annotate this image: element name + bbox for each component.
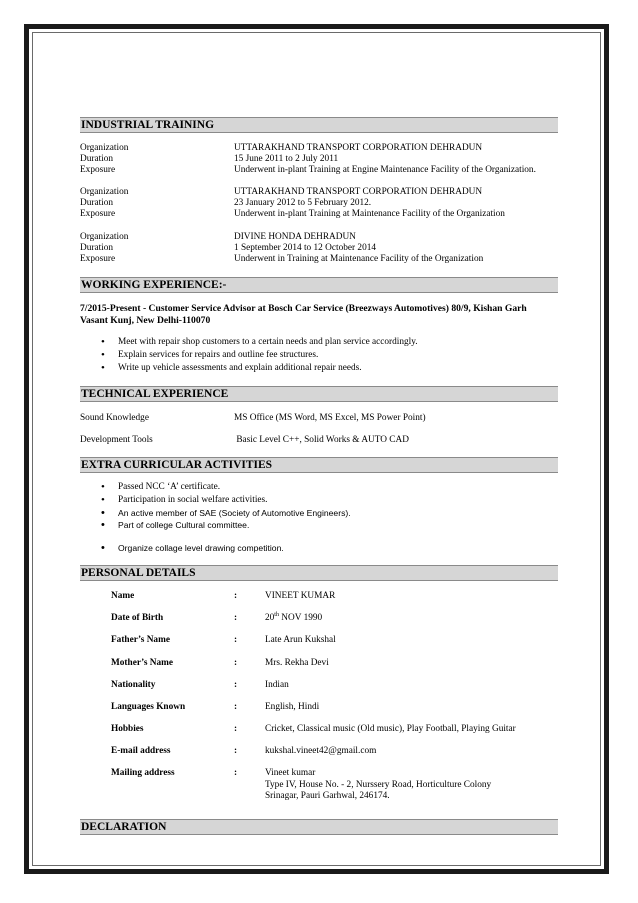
field-value: English, Hindi: [265, 702, 320, 712]
field-label: Organization: [80, 232, 129, 242]
personal-row-email: [111, 746, 376, 757]
field-value: Underwent in-plant Training at Engine Maintenance Facility of the Organization.: [234, 165, 536, 175]
personal-row-nationality: [111, 680, 289, 691]
field-value: Cricket, Classical music (Old music), Play Football, Playing Guitar: [265, 724, 516, 734]
colon: :: [234, 724, 238, 734]
address-line: Type IV, House No. - 2, Nurssery Road, Horticulture Colony: [265, 779, 492, 790]
field-label: E-mail address: [111, 746, 171, 756]
field-label: Duration: [80, 243, 114, 253]
field-value: kukshal.vineet42@gmail.com: [265, 746, 377, 756]
personal-row-languages: [111, 702, 319, 713]
field-value: Mrs. Rekha Devi: [265, 658, 329, 668]
training-1-organization: [80, 143, 482, 154]
colon: :: [234, 658, 238, 668]
list-item: • Meet with repair shop customers to a certain needs and plan service accordingly.: [80, 336, 418, 349]
field-value: UTTARAKHAND TRANSPORT CORPORATION DEHRADUN: [234, 143, 483, 153]
personal-row-name: [111, 591, 335, 602]
section-header-personal-details: PERSONAL DETAILS: [80, 565, 558, 581]
field-value: Indian: [265, 680, 289, 690]
field-label: Organization: [80, 187, 129, 197]
field-label: Duration: [80, 154, 114, 164]
personal-row-father: [111, 635, 336, 646]
list-item: • Participation in social welfare activities.: [80, 494, 351, 507]
field-label: Exposure: [80, 209, 116, 219]
training-3-duration: [80, 243, 376, 254]
job-title-line: 7/2015-Present - Customer Service Advisor at Bosch Car Service (Breezways Automotives) 80/9, Kishan Garh: [80, 303, 527, 314]
personal-row-mother: [111, 658, 329, 669]
list-item: • Explain services for repairs and outline fee structures.: [80, 349, 418, 362]
personal-row-mailing: [111, 768, 265, 779]
field-label: Languages Known: [111, 702, 186, 712]
field-value: MS Office (MS Word, MS Excel, MS Power Point): [234, 413, 426, 423]
field-value: 15 June 2011 to 2 July 2011: [234, 154, 339, 164]
list-item: • Part of college Cultural committee.: [80, 519, 351, 532]
personal-row-dob: [111, 613, 322, 624]
field-label: Development Tools: [80, 435, 153, 445]
field-value: 1 September 2014 to 12 October 2014: [234, 243, 377, 253]
list-item: • Organize collage level drawing competition.: [80, 542, 284, 555]
training-3-exposure: [80, 254, 483, 265]
colon: :: [234, 746, 238, 756]
colon: :: [234, 680, 238, 690]
section-header-industrial-training: INDUSTRIAL TRAINING: [80, 117, 558, 133]
training-1-duration: [80, 154, 338, 165]
field-label: Organization: [80, 143, 129, 153]
field-label: Sound Knowledge: [80, 413, 149, 423]
address-line: Vineet kumar: [265, 768, 316, 778]
field-value: 23 January 2012 to 5 February 2012.: [234, 198, 372, 208]
field-label: Name: [111, 591, 135, 601]
address-line: Srinagar, Pauri Garhwal, 246174.: [265, 791, 390, 801]
field-value: DIVINE HONDA DEHRADUN: [234, 232, 356, 242]
field-label: Mother’s Name: [111, 658, 174, 668]
field-value: Underwent in-plant Training at Maintenance Facility of the Organization: [234, 209, 505, 219]
section-header-technical-experience: TECHNICAL EXPERIENCE: [80, 386, 558, 402]
section-header-extra-curricular: EXTRA CURRICULAR ACTIVITIES: [80, 457, 558, 473]
activities-list-continued: [80, 542, 284, 555]
colon: :: [234, 768, 238, 778]
list-item: • An active member of SAE (Society of Automotive Engineers).: [80, 507, 351, 520]
training-2-exposure: [80, 209, 505, 220]
section-header-declaration: DECLARATION: [80, 819, 558, 835]
colon: :: [234, 635, 238, 645]
colon: :: [234, 613, 238, 623]
dob-month-year: NOV 1990: [278, 613, 323, 623]
training-2-organization: [80, 187, 482, 198]
dob-day: 20: [265, 613, 275, 623]
colon: :: [234, 591, 238, 601]
field-value: Underwent in Training at Maintenance Facility of the Organization: [234, 254, 484, 264]
mailing-address-block: [265, 768, 491, 803]
field-value: [265, 613, 322, 624]
tech-row-sound-knowledge: [80, 413, 426, 424]
field-label: Exposure: [80, 254, 116, 264]
training-1-exposure: [80, 165, 536, 176]
field-label: Exposure: [80, 165, 116, 175]
job-location-line: Vasant Kunj, New Delhi-110070: [80, 315, 211, 326]
field-label: Duration: [80, 198, 114, 208]
field-value: VINEET KUMAR: [265, 591, 336, 601]
section-header-working-experience: WORKING EXPERIENCE:-: [80, 277, 558, 293]
list-item: • Write up vehicle assessments and explain additional repair needs.: [80, 362, 418, 375]
personal-row-hobbies: [111, 724, 516, 735]
field-value: Basic Level C++, Solid Works & AUTO CAD: [234, 435, 409, 445]
field-label: Father’s Name: [111, 635, 170, 645]
training-2-duration: [80, 198, 371, 209]
field-label: Nationality: [111, 680, 156, 690]
dob-suffix: th: [274, 611, 279, 618]
tech-row-development-tools: [80, 435, 409, 446]
field-value: Late Arun Kukshal: [265, 635, 336, 645]
job-duties-list: [80, 336, 418, 374]
field-label: Date of Birth: [111, 613, 164, 623]
activities-list: [80, 481, 351, 532]
training-3-organization: [80, 232, 356, 243]
list-item: • Passed NCC ‘A’ certificate.: [80, 481, 351, 494]
field-value: UTTARAKHAND TRANSPORT CORPORATION DEHRADUN: [234, 187, 483, 197]
field-label: Hobbies: [111, 724, 144, 734]
field-label: Mailing address: [111, 768, 175, 778]
colon: :: [234, 702, 238, 712]
